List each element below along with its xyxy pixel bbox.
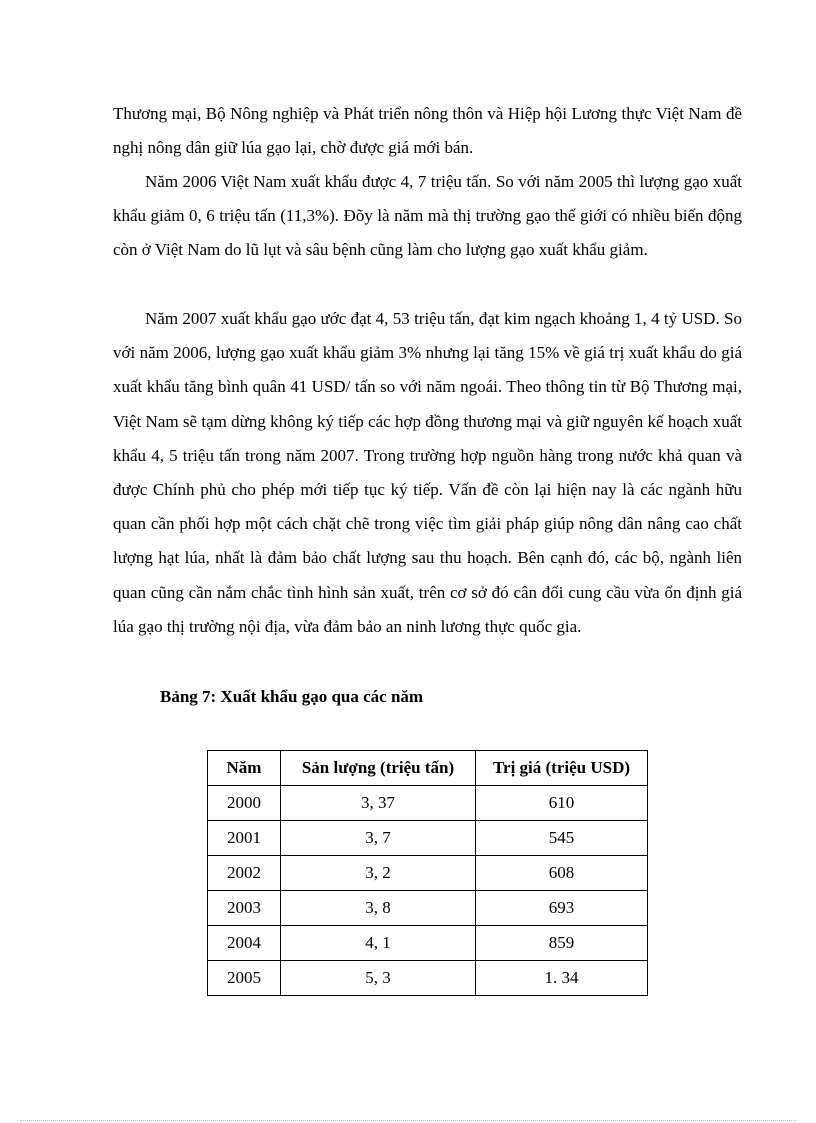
paragraph-2007-exports: Năm 2007 xuất khẩu gạo ước đạt 4, 53 triệu tấn, đạt kim ngạch khoảng 1, 4 tỷ USD. So với năm 2006, lượng gạo xuất khẩu giảm 3% nhưng lại tăng 15% về giá trị xuất khẩu do giá xuất khẩu tăng bình quân 41 USD/ tấn so với năm ngoái. Theo thông tin từ Bộ Thương mại, Việt Nam sẽ tạm dừng không ký tiếp các hợp đồng thương mại và giữ nguyên kế hoạch xuất khẩu 4, 5 triệu tấn trong năm 2007. Trong trường hợp nguồn hàng trong nước khả quan và được Chính phủ cho phép mới tiếp tục ký tiếp. Vấn đề còn lại hiện nay là các ngành hữu quan cần phối hợp một cách chặt chẽ trong việc tìm giải pháp giúp nông dân nâng cao chất lượng hạt lúa, nhất là đảm bảo chất lượng sau thu hoạch. Bên cạnh đó, các bộ, ngành liên quan cũng cần nắm chắc tình hình sản xuất, trên cơ sở đó cân đối cung cầu vừa ổn định giá lúa gạo thị trường nội địa, vừa đảm bảo an ninh lương thực quốc gia. bbox=[113, 309, 742, 636]
table-row bbox=[208, 961, 648, 996]
cell-volume: 5, 3 bbox=[281, 961, 476, 996]
cell-volume: 4, 1 bbox=[281, 926, 476, 961]
cell-year: 2002 bbox=[208, 856, 281, 891]
rice-export-table bbox=[207, 750, 648, 996]
cell-value: 693 bbox=[476, 891, 648, 926]
header-volume: Sản lượng (triệu tấn) bbox=[281, 751, 476, 786]
table-header-row bbox=[208, 751, 648, 786]
cell-year: 2001 bbox=[208, 821, 281, 856]
table-row bbox=[208, 856, 648, 891]
cell-value: 545 bbox=[476, 821, 648, 856]
cell-year: 2005 bbox=[208, 961, 281, 996]
header-value: Trị giá (triệu USD) bbox=[476, 751, 648, 786]
cell-year: 2003 bbox=[208, 891, 281, 926]
page-bottom-divider bbox=[20, 1120, 796, 1121]
table-caption: Bảng 7: Xuất khẩu gạo qua các năm bbox=[160, 687, 424, 706]
table-row bbox=[208, 891, 648, 926]
cell-year: 2004 bbox=[208, 926, 281, 961]
table-row bbox=[208, 786, 648, 821]
cell-volume: 3, 7 bbox=[281, 821, 476, 856]
cell-year: 2000 bbox=[208, 786, 281, 821]
paragraph-continuation: Thương mại, Bộ Nông nghiệp và Phát triển nông thôn và Hiệp hội Lương thực Việt Nam đề nghị nông dân giữ lúa gạo lại, chờ được giá mới bán. bbox=[113, 104, 742, 158]
header-year: Năm bbox=[208, 751, 281, 786]
cell-value: 610 bbox=[476, 786, 648, 821]
table-row bbox=[208, 926, 648, 961]
cell-value: 608 bbox=[476, 856, 648, 891]
cell-volume: 3, 8 bbox=[281, 891, 476, 926]
table-row bbox=[208, 821, 648, 856]
cell-value: 1. 34 bbox=[476, 961, 648, 996]
paragraph-2006-exports: Năm 2006 Việt Nam xuất khẩu được 4, 7 triệu tấn. So với năm 2005 thì lượng gạo xuất khẩu giảm 0, 6 triệu tấn (11,3%). Đõy là năm mà thị trường gạo thế giới có nhiều biến động còn ở Việt Nam do lũ lụt và sâu bệnh cũng làm cho lượng gạo xuất khẩu giảm. bbox=[113, 172, 742, 260]
cell-volume: 3, 2 bbox=[281, 856, 476, 891]
cell-volume: 3, 37 bbox=[281, 786, 476, 821]
cell-value: 859 bbox=[476, 926, 648, 961]
